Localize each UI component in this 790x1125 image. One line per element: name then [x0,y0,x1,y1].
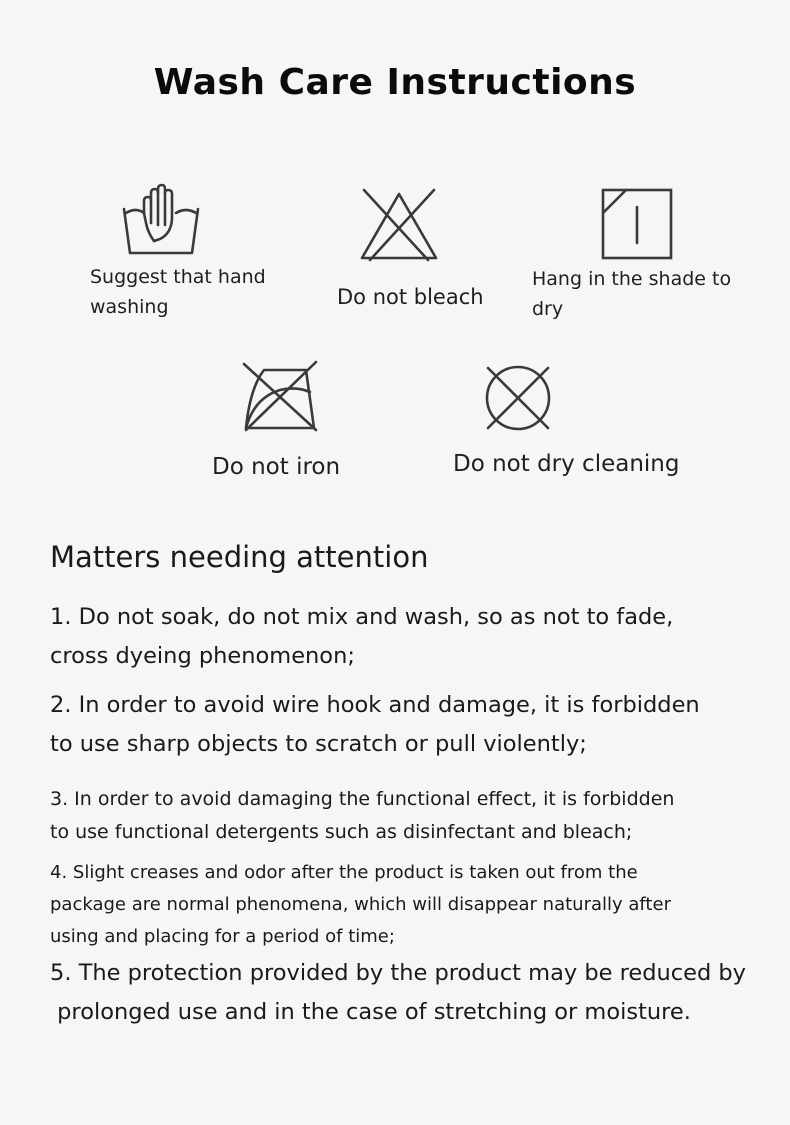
page-title: Wash Care Instructions [153,62,637,103]
attention-item-3: 3. In order to avoid damaging the functional effect, it is forbidden to use functional detergents such as disinfectant and bleach; [50,788,675,843]
attention-item-4: 4. Slight creases and odor after the product is taken out from the package are normal phenomena, which will disappear naturally after using and placing for a period of time; [50,862,671,947]
no-dry-clean-icon [480,360,556,436]
care-label-hand-wash: Suggest that hand washing [90,266,266,318]
attention-item-2: 2. In order to avoid wire hook and damage, it is forbidden to use sharp objects to scratch or pull violently; [50,692,700,757]
no-bleach-icon [358,186,440,262]
care-label-hang-dry: Hang in the shade to dry [532,268,732,320]
care-label-no-dry-clean: Do not dry cleaning [453,451,680,477]
hand-wash-icon [120,183,202,261]
attention-item-5: 5. The protection provided by the product may be reduced by prolonged use and in the case of stretching or moisture. [50,960,746,1025]
attention-heading: Matters needing attention [50,540,429,574]
hang-shade-dry-icon [600,187,674,261]
care-label-no-bleach: Do not bleach [337,285,484,309]
attention-item-1: 1. Do not soak, do not mix and wash, so as not to fade, cross dyeing phenomenon; [50,604,674,669]
no-iron-icon [240,358,320,434]
care-label-no-iron: Do not iron [212,454,341,480]
